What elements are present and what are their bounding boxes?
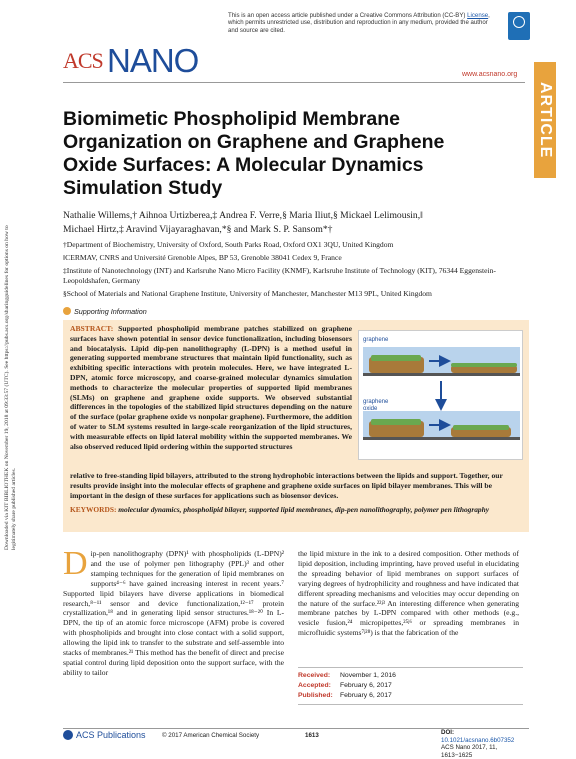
- section-tab: ARTICLE: [534, 62, 556, 178]
- keywords: [70, 505, 522, 515]
- citation: ACS Nano 2017, 11, 1613−1625: [441, 744, 498, 759]
- open-access-badge-icon[interactable]: [508, 12, 530, 40]
- affiliation: §School of Materials and National Graphene Institute, University of Manchester, Manchester M13 9PL, United Kingdom: [63, 289, 432, 298]
- license-link[interactable]: License: [467, 12, 489, 19]
- toc-label-graphene: graphene: [363, 337, 389, 343]
- article-title: Biomimetic Phospholipid Membrane Organization on Graphene and Graphene Oxide Surfaces: A Molecular Dynamics Simulation Study: [63, 108, 445, 199]
- logo-nano: NANO: [107, 42, 199, 79]
- toc-graphic: [358, 330, 523, 460]
- keywords-label: KEYWORDS:: [70, 505, 117, 514]
- supporting-info-label: Supporting Information: [74, 307, 147, 316]
- header-divider: [63, 82, 525, 83]
- supporting-info-link[interactable]: [63, 307, 147, 316]
- abstract-label: ABSTRACT:: [70, 324, 114, 333]
- oa-prefix: This is an open access article published under a Creative Commons Attribution (CC-BY): [228, 12, 466, 19]
- affiliation: †Department of Biochemistry, University of Oxford, South Parks Road, Oxford OX1 3QU, United Kingdom: [63, 240, 394, 249]
- logo-acs: ACS: [63, 48, 103, 73]
- journal-url-link[interactable]: www.acsnano.org: [462, 71, 518, 78]
- acs-publications-icon: [63, 730, 73, 740]
- author-list: [63, 209, 533, 236]
- open-access-note: [228, 12, 490, 34]
- author-line-2: Michael Hirtz,‡ Aravind Vijayaraghavan,*§ and Mark S. P. Sansom*†: [63, 223, 333, 235]
- doi-block: [441, 729, 529, 759]
- received-date: November 1, 2016: [340, 672, 396, 679]
- abstract-continued: relative to free-standing lipid bilayers, attributed to the strong hydrophobic interactions between the lipids and support. Together, our results provide insight into the molecular effects of graphene and graphene oxide surfaces on lipid bilayer membranes. This will be important in the design of these surfaces for applications such as biosensor devices.: [70, 471, 503, 500]
- author-line-1: Nathalie Willems,† Aihnoa Urtizberea,‡ Andrea F. Verre,§ Maria Iliut,§ Mickael Lelimousin,‖: [63, 210, 423, 221]
- oa-suffix: , which permits unrestricted use, distribution and reproduction in any medium, provided the author and source are cited.: [228, 12, 490, 34]
- article-dates: [298, 671, 396, 701]
- accepted-label: Accepted:: [298, 682, 331, 689]
- dates-divider-top: [298, 667, 523, 668]
- toc-illustration: [359, 331, 524, 461]
- toc-label-graphene-oxide: graphene oxide: [363, 399, 389, 412]
- download-note: Downloaded via KIT BIBLIOTHEK on November 19, 2018 at 09:33:57 (UTC). See https://pubs.acs.org/sharingguidelines for options on how to legitimately share published articles.: [4, 225, 17, 550]
- doi-link[interactable]: 10.1021/acsnano.6b07352: [441, 736, 515, 744]
- body-column-2: [298, 549, 519, 638]
- supporting-info-icon: [63, 307, 71, 315]
- body-paragraph: ip-pen nanolithography (DPN)¹ with phospholipids (L-DPN)² and the use of polymer pen lithography (PPL)³ and other stamping techniques for the generation of lipid membranes on supports⁴⁻⁶ have gained increasing interest in recent years.⁷ Supported lipid bilayers have diverse applications in biomedical research,⁸⁻¹¹ sensor and device functionalization,¹²⁻¹⁷ protein crystallization,¹⁸ and in generating lipid sensor structures.¹⁸⁻²⁰ In L-DPN, the tip of an atomic force microscope (AFM) probe is covered with phospholipids and brought into close contact with a solid support, allowing the lipid ink to transfer to the substrate and self-assemble into stacks of membranes.²¹ This method has the benefit of direct and precise spatial control during lipid deposition onto the support surface, with the ability to tailor: [63, 549, 284, 677]
- dates-divider-bottom: [298, 704, 523, 705]
- abstract-body: Supported phospholipid membrane patches stabilized on graphene surfaces have shown potential in sensor device functionalization, including biosensors and biocatalysis. Lipid dip-pen nanolithography (L-DPN) is a method useful in generating supported membrane structures that maintain lipid functionality, such as exhibiting specific interactions with protein molecules. Here, we have integrated L-DPN, atomic force microscopy, and coarse-grained molecular dynamics simulation methods to characterize the molecular properties of supported lipid membranes (SLMs) on graphene and graphene oxide supports. We observed substantial differences in the topologies of the stabilized lipid structures depending on the nature of the surface (polar graphene oxide vs nonpolar graphene). Furthermore, the addition of water to SLM systems resulted in large-scale reorganization of the lipid structures, with measurable effects on lipid lateral mobility within the supported membranes. We also observed reduced lipid ordering within the supported structures: [70, 324, 352, 451]
- abstract-text: [70, 324, 352, 451]
- body-paragraph: the lipid mixture in the ink to a desired composition. Other methods of lipid deposition, including imprinting, have proved useful in elucidating the spreading behavior of lipid membranes on support surfaces of varying degrees of hydrophilicity and roughness and have indicated that different spreading mechanisms and velocities may occur depending on the nature of the surface.²²ʲ³ An interesting difference when generating membrane patches by L-DPN compared with other methods (e.g., vesicle fusion,²⁴ micropipettes,²⁵ʲ⁶ or spreading membranes in microfluidic systems⁷ʲ²⁸) is that the fabrication of the: [298, 549, 519, 638]
- page-number: 1613: [305, 732, 319, 739]
- received-label: Received:: [298, 672, 331, 679]
- published-date: February 6, 2017: [340, 692, 392, 699]
- keywords-text: molecular dynamics, phospholipid bilayer, supported lipid membranes, dip-pen nanolithography, polymer pen lithography: [118, 505, 489, 514]
- publisher-name: ACS Publications: [76, 730, 146, 740]
- affiliation: ‖CERMAV, CNRS and Université Grenoble Alpes, BP 53, Grenoble 38041 Cedex 9, France: [63, 253, 342, 262]
- accepted-date: February 6, 2017: [340, 682, 392, 689]
- copyright: © 2017 American Chemical Society: [162, 732, 260, 739]
- body-column-1: [63, 545, 284, 678]
- doi-label: DOI:: [441, 729, 455, 736]
- drop-cap: D: [63, 545, 88, 582]
- publisher-logo: [63, 730, 146, 740]
- affiliation: ‡Institute of Nanotechnology (INT) and Karlsruhe Nano Micro Facility (KNMF), Karlsruhe Institute of Technology (KIT), 76344 Eggenstein-Leopoldshafen, Germany: [63, 266, 496, 285]
- published-label: Published:: [298, 692, 333, 699]
